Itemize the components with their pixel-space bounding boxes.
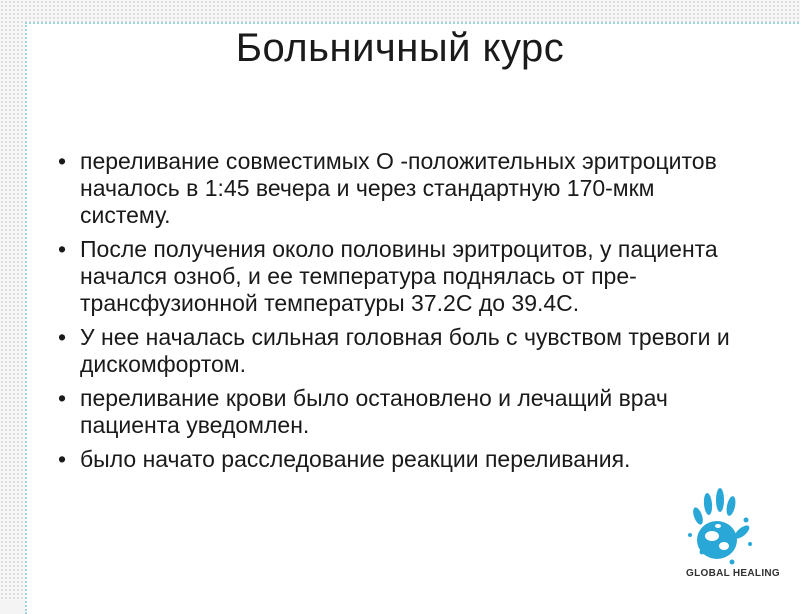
slide-title: Больничный курс bbox=[235, 26, 565, 70]
bullet-list bbox=[58, 148, 748, 480]
bullet-text: было начато расследование реакции переливания. bbox=[80, 446, 631, 472]
bullet-dot: • bbox=[58, 236, 67, 262]
bullet-item bbox=[58, 236, 748, 317]
bullet-dot: • bbox=[58, 446, 67, 472]
bullet-dot: • bbox=[58, 148, 67, 174]
bullet-dot: • bbox=[58, 385, 67, 411]
bullet-text: У нее началась сильная головная боль с чувством тревоги и дискомфортом. bbox=[80, 324, 730, 377]
bullet-text: переливание крови было остановлено и лечащий врач пациента уведомлен. bbox=[80, 385, 668, 438]
bullet-item bbox=[58, 324, 748, 378]
logo-text: GLOBAL HEALING bbox=[686, 568, 781, 579]
bullet-text: переливание совместимых О -положительных эритроцитов началось в 1:45 вечера и через стандартную 170-мкм систему. bbox=[80, 148, 717, 228]
bullet-dot: • bbox=[58, 324, 67, 350]
bullet-item bbox=[58, 446, 748, 473]
bullet-item bbox=[58, 385, 748, 439]
bullet-item bbox=[58, 148, 748, 229]
bullet-text: После получения около половины эритроцитов, у пациента начался озноб, и ее температура поднялась от пре-трансфузионной температуры 37.2С до 39.4С. bbox=[80, 236, 718, 316]
